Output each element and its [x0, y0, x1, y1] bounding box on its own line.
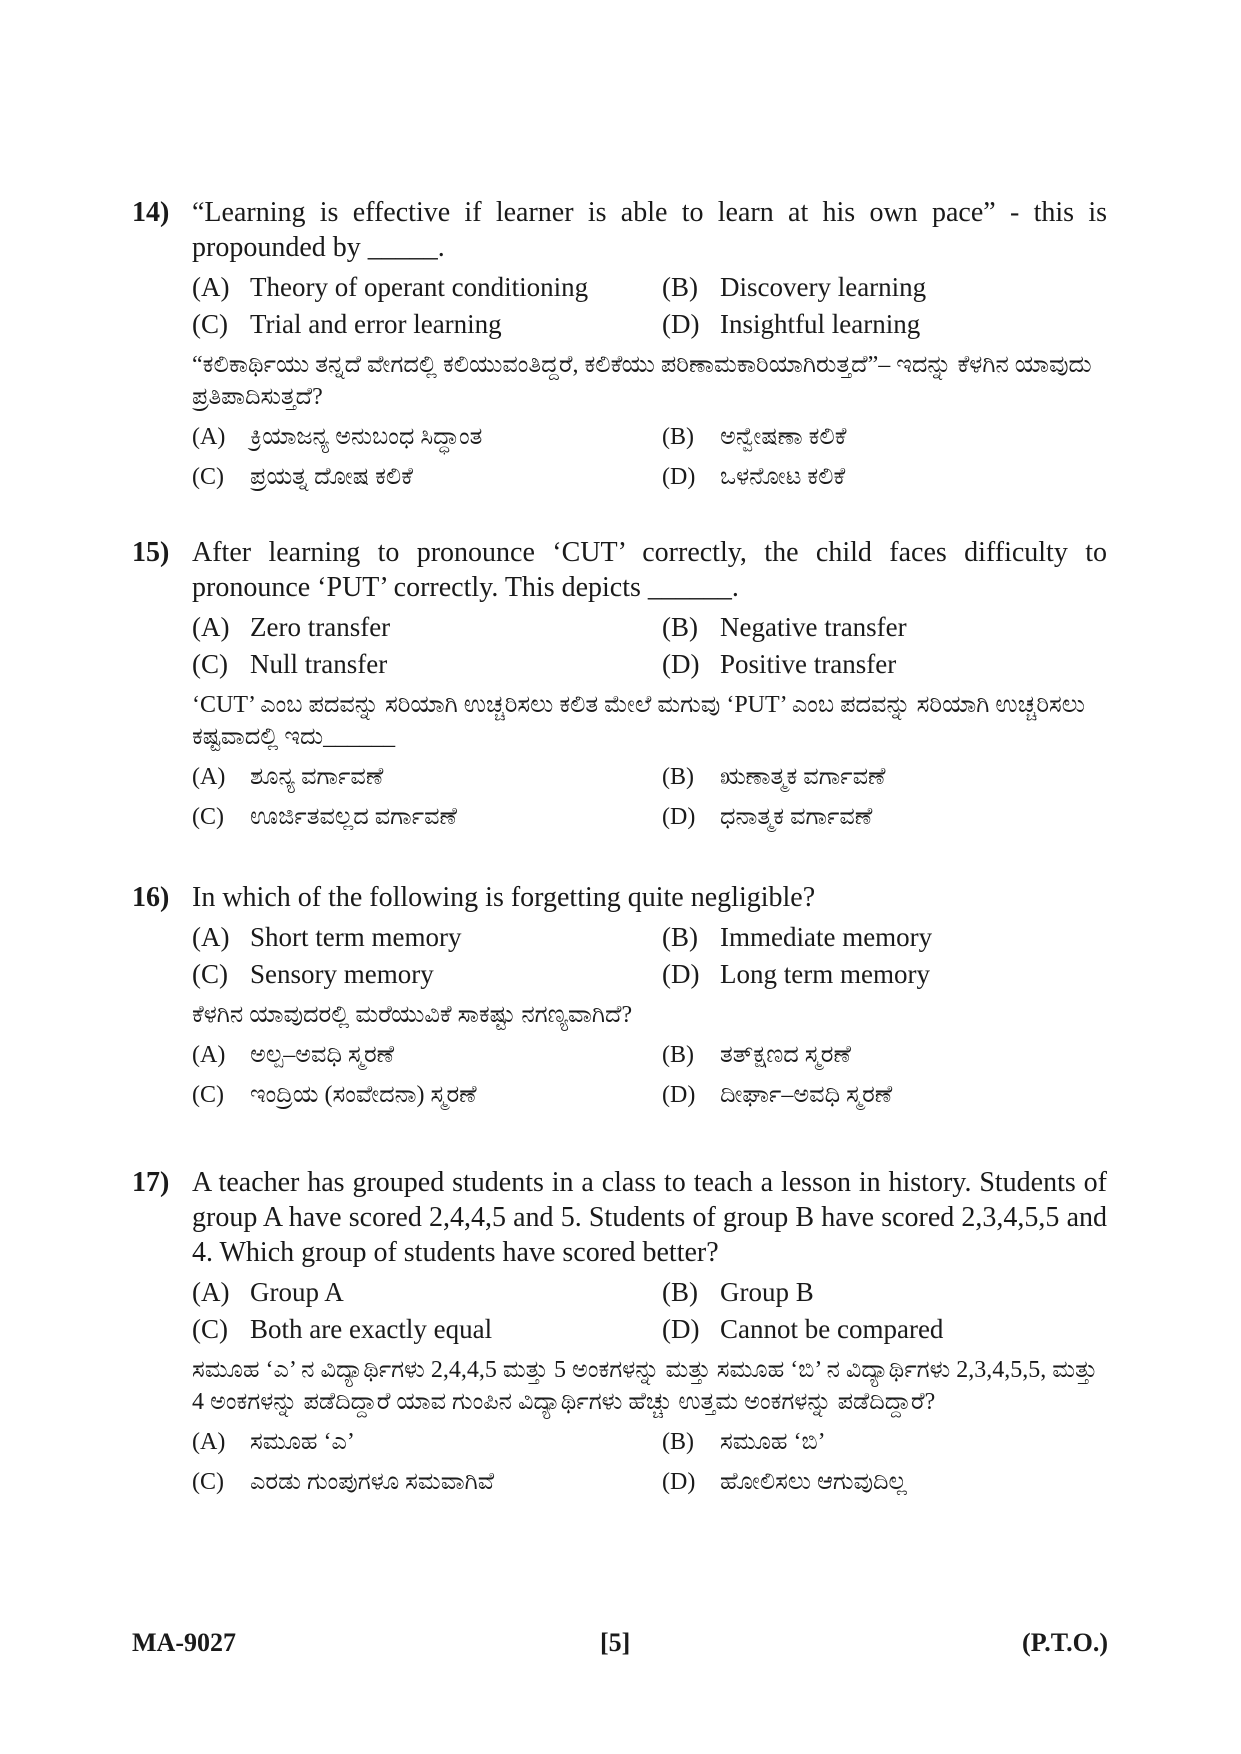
- options-english: [192, 269, 1107, 343]
- question-text-kannada: ‘CUT’ ಎಂಬ ಪದವನ್ನು ಸರಿಯಾಗಿ ಉಚ್ಚರಿಸಲು ಕಲಿತ ಮೇಲೆ ಮಗುವು ‘PUT’ ಎಂಬ ಪದವನ್ನು ಸರಿಯಾಗಿ ಉಚ್ಚರಿಸಲು ಕಷ್ಟವಾದಲ್ಲಿ ಇದು______: [192, 692, 1085, 750]
- option-b-kannada: (B) ತತ್‍ಕ್ಷಣದ ಸ್ಮರಣೆ: [662, 1042, 851, 1068]
- question-text-kannada: “ಕಲಿಕಾರ್ಥಿಯು ತನ್ನದೆ ವೇಗದಲ್ಲಿ ಕಲಿಯುವಂತಿದ್ದರೆ, ಕಲಿಕೆಯು ಪರಿಣಾಮಕಾರಿಯಾಗಿರುತ್ತದೆ”– ಇದನ್ನು ಕೆಳಗಿನ ಯಾವುದು ಪ್ರತಿಪಾದಿಸುತ್ತದೆ?: [192, 352, 1092, 410]
- page-number: [5]: [600, 1628, 631, 1657]
- option-c: (C) Null transfer: [192, 649, 388, 679]
- question-text-english: After learning to pronounce ‘CUT’ correctly, the child faces difficulty to pronounce ‘PUT’ correctly. This depicts ______.: [192, 537, 1107, 603]
- option-a: (A) Group A: [192, 1277, 344, 1307]
- options-kannada: [192, 757, 1107, 837]
- option-a-kannada: (A) ಅಲ್ಪ–ಅವಧಿ ಸ್ಮರಣೆ: [192, 1042, 395, 1068]
- question-text-english: In which of the following is forgetting quite negligible?: [192, 882, 816, 913]
- question-number: 14): [132, 197, 170, 228]
- option-d: (D) Positive transfer: [662, 649, 897, 679]
- question-15: [132, 535, 1107, 837]
- option-c-kannada: (C) ಊರ್ಜಿತವಲ್ಲದ ವರ್ಗಾವಣೆ: [192, 804, 457, 830]
- option-a-kannada: (A) ಸಮೂಹ ‘ಎ’: [192, 1429, 355, 1455]
- question-text-english: A teacher has grouped students in a class to teach a lesson in history. Students of group A have scored 2,4,4,5 and 5. Students of group B have scored 2,3,4,5,5 and 4. Which group of students have scored better?: [192, 1167, 1107, 1268]
- question-text-english: “Learning is effective if learner is able to learn at his own pace” - this is propounded by _____.: [192, 197, 1107, 263]
- question-number: 16): [132, 882, 170, 913]
- options-kannada: [192, 1422, 1107, 1502]
- options-english: [192, 1274, 1107, 1348]
- question-text-kannada: ಕೆಳಗಿನ ಯಾವುದರಲ್ಲಿ ಮರೆಯುವಿಕೆ ಸಾಕಷ್ಟು ನಗಣ್ಯವಾಗಿದೆ?: [192, 1002, 633, 1028]
- option-d: (D) Cannot be compared: [662, 1314, 944, 1344]
- option-d: (D) Insightful learning: [662, 309, 921, 339]
- please-turn-over: (P.T.O.): [1022, 1628, 1108, 1657]
- option-d-kannada: (D) ಒಳನೋಟ ಕಲಿಕೆ: [662, 464, 846, 490]
- option-d-kannada: (D) ಧನಾತ್ಮಕ ವರ್ಗಾವಣೆ: [662, 804, 873, 830]
- question-number: 17): [132, 1167, 170, 1198]
- option-a-kannada: (A) ಕ್ರಿಯಾಜನ್ಯ ಅನುಬಂಧ ಸಿದ್ಧಾಂತ: [192, 424, 483, 450]
- option-c-kannada: (C) ಪ್ರಯತ್ನ ದೋಷ ಕಲಿಕೆ: [192, 464, 413, 490]
- option-d: (D) Long term memory: [662, 959, 930, 989]
- option-b-kannada: (B) ಋಣಾತ್ಮಕ ವರ್ಗಾವಣೆ: [662, 764, 886, 790]
- option-a: (A) Theory of operant conditioning: [192, 272, 589, 302]
- paper-code: MA-9027: [132, 1628, 236, 1657]
- option-a-kannada: (A) ಶೂನ್ಯ ವರ್ಗಾವಣೆ: [192, 764, 384, 790]
- question-14: [132, 195, 1107, 497]
- option-c: (C) Trial and error learning: [192, 309, 502, 339]
- question-number: 15): [132, 537, 170, 568]
- option-b-kannada: (B) ಅನ್ವೇಷಣಾ ಕಲಿಕೆ: [662, 424, 847, 450]
- option-b-kannada: (B) ಸಮೂಹ ‘ಬಿ’: [662, 1429, 826, 1455]
- option-b: (B) Group B: [662, 1277, 814, 1307]
- options-kannada: [192, 1035, 1107, 1115]
- question-16: [132, 880, 1107, 1115]
- question-17: [132, 1165, 1107, 1502]
- option-b: (B) Discovery learning: [662, 272, 927, 302]
- option-c: (C) Both are exactly equal: [192, 1314, 493, 1344]
- option-d-kannada: (D) ಹೋಲಿಸಲು ಆಗುವುದಿಲ್ಲ: [662, 1469, 907, 1495]
- options-english: [192, 609, 1107, 683]
- option-c-kannada: (C) ಎರಡು ಗುಂಪುಗಳೂ ಸಮವಾಗಿವೆ: [192, 1469, 495, 1495]
- option-b: (B) Immediate memory: [662, 922, 933, 952]
- option-c: (C) Sensory memory: [192, 959, 434, 989]
- options-english: [192, 919, 1107, 993]
- option-a: (A) Short term memory: [192, 922, 462, 952]
- option-a: (A) Zero transfer: [192, 612, 391, 642]
- options-kannada: [192, 417, 1107, 497]
- question-text-kannada: ಸಮೂಹ ‘ಎ’ ನ ವಿದ್ಯಾರ್ಥಿಗಳು 2,4,4,5 ಮತ್ತು 5 ಅಂಕಗಳನ್ನು ಮತ್ತು ಸಮೂಹ ‘ಬಿ’ ನ ವಿದ್ಯಾರ್ಥಿಗಳು 2,3,4,5,5, ಮತ್ತು 4 ಅಂಕಗಳನ್ನು ಪಡೆದಿದ್ದಾರೆ ಯಾವ ಗುಂಪಿನ ವಿದ್ಯಾರ್ಥಿಗಳು ಹೆಚ್ಚು ಉತ್ತಮ ಅಂಕಗಳನ್ನು ಪಡೆದಿದ್ದಾರೆ?: [192, 1357, 1098, 1415]
- option-b: (B) Negative transfer: [662, 612, 907, 642]
- option-d-kannada: (D) ದೀರ್ಘಾ–ಅವಧಿ ಸ್ಮರಣೆ: [662, 1082, 893, 1108]
- option-c-kannada: (C) ಇಂದ್ರಿಯ (ಸಂವೇದನಾ) ಸ್ಮರಣೆ: [192, 1082, 477, 1108]
